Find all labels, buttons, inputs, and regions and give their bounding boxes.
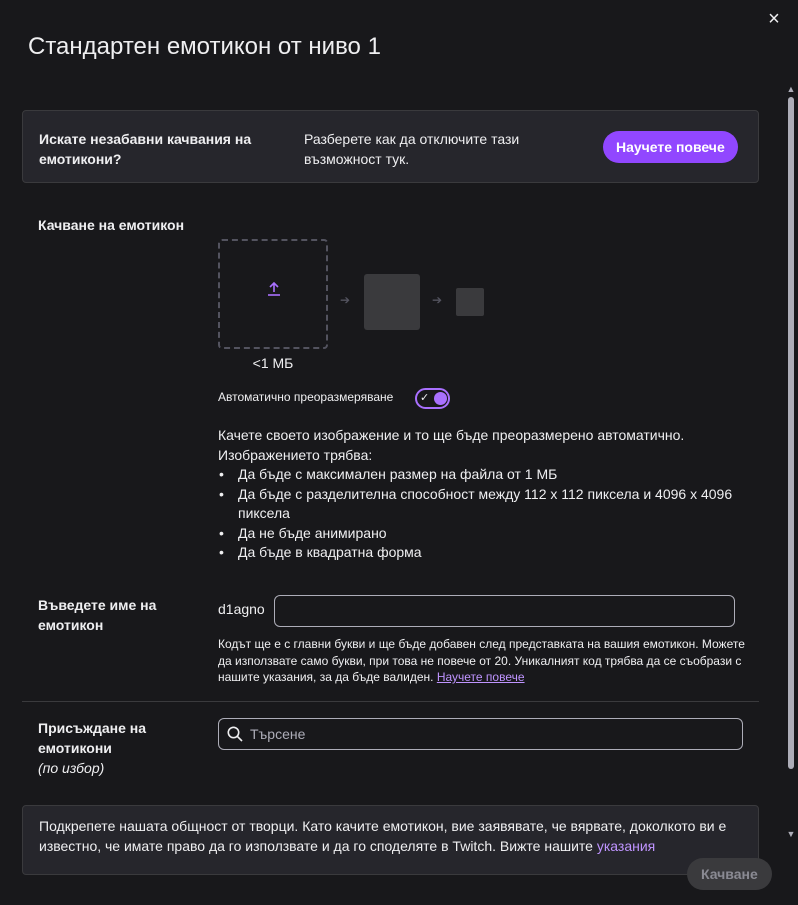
emote-preview-small — [456, 288, 484, 316]
list-item: • Да не бъде анимирано — [218, 524, 738, 544]
assign-emotes-label: Присъждане на емотикони — [38, 720, 147, 756]
auto-resize-label: Автоматично преоразмеряване — [218, 390, 394, 404]
emote-prefix: d1agno — [218, 601, 265, 617]
scroll-up-icon[interactable]: ▲ — [786, 84, 796, 94]
requirements-intro: Качете своето изображение и то ще бъде преоразмерено автоматично. Изображението трябва: — [218, 427, 685, 463]
help-learn-more-link[interactable]: Научете повече — [436, 670, 525, 684]
terms-body: Подкрепете нашата общност от творци. Като качите емотикон, вие заявявате, че вярвате, доколкото ви е известно, че имате право да го използвате и да го споделяте в Twitch. Вижте нашите — [39, 818, 727, 854]
terms-text — [39, 816, 749, 856]
arrow-right-icon: ➔ — [340, 293, 351, 307]
scrollbar-thumb[interactable] — [788, 97, 794, 769]
terms-notice — [22, 805, 759, 875]
emote-name-input[interactable] — [274, 595, 735, 627]
check-icon: ✓ — [420, 392, 430, 404]
upload-icon — [264, 281, 284, 301]
emote-preview-large — [364, 274, 420, 330]
auto-resize-toggle[interactable] — [415, 388, 450, 409]
optional-label: (по избор) — [38, 760, 105, 776]
modal-title: Стандартен емотикон от ниво 1 — [28, 33, 381, 60]
close-icon: × — [768, 8, 780, 30]
arrow-right-icon: ➔ — [432, 293, 443, 307]
scroll-down-icon[interactable]: ▼ — [786, 829, 796, 839]
emote-drop-zone[interactable] — [218, 239, 328, 349]
size-limit-label: <1 МБ — [252, 355, 294, 371]
list-item: • Да бъде с разделителна способност между 112 x 112 пиксела и 4096 x 4096 пиксела — [218, 485, 738, 524]
list-item: • Да бъде с максимален размер на файла от 1 МБ — [218, 465, 738, 485]
guidelines-link[interactable]: указания — [596, 838, 656, 854]
promo-text: Разберете как да отключите тази възможност тук. — [304, 131, 520, 167]
upload-section-label: Качване на емотикон — [38, 217, 185, 233]
learn-more-button[interactable]: Научете повече — [603, 131, 738, 163]
search-input[interactable] — [250, 719, 730, 749]
help-text: Кодът ще е с главни букви и ще бъде добавен след представката на вашия емотикон. Можете да използвате само букви, при това не повече от 20. Уникалният код трябва да се съобрази с нашите указания, за да бъде валиден. — [218, 637, 745, 684]
promo-heading: Искате незабавни качвания на емотикони? — [39, 131, 252, 167]
upload-submit-button[interactable]: Качване — [687, 858, 772, 890]
divider — [22, 701, 759, 702]
emote-name-help — [218, 636, 748, 686]
modal-scroll-content[interactable] — [0, 95, 784, 854]
toggle-knob — [434, 392, 447, 405]
emote-name-label: Въведете име на емотикон — [38, 597, 157, 633]
list-item: • Да бъде в квадратна форма — [218, 543, 738, 563]
close-button[interactable] — [764, 9, 784, 29]
search-icon — [227, 726, 243, 742]
assign-search-box[interactable] — [218, 718, 743, 750]
instant-upload-promo — [22, 110, 759, 183]
requirements-list — [218, 465, 738, 563]
